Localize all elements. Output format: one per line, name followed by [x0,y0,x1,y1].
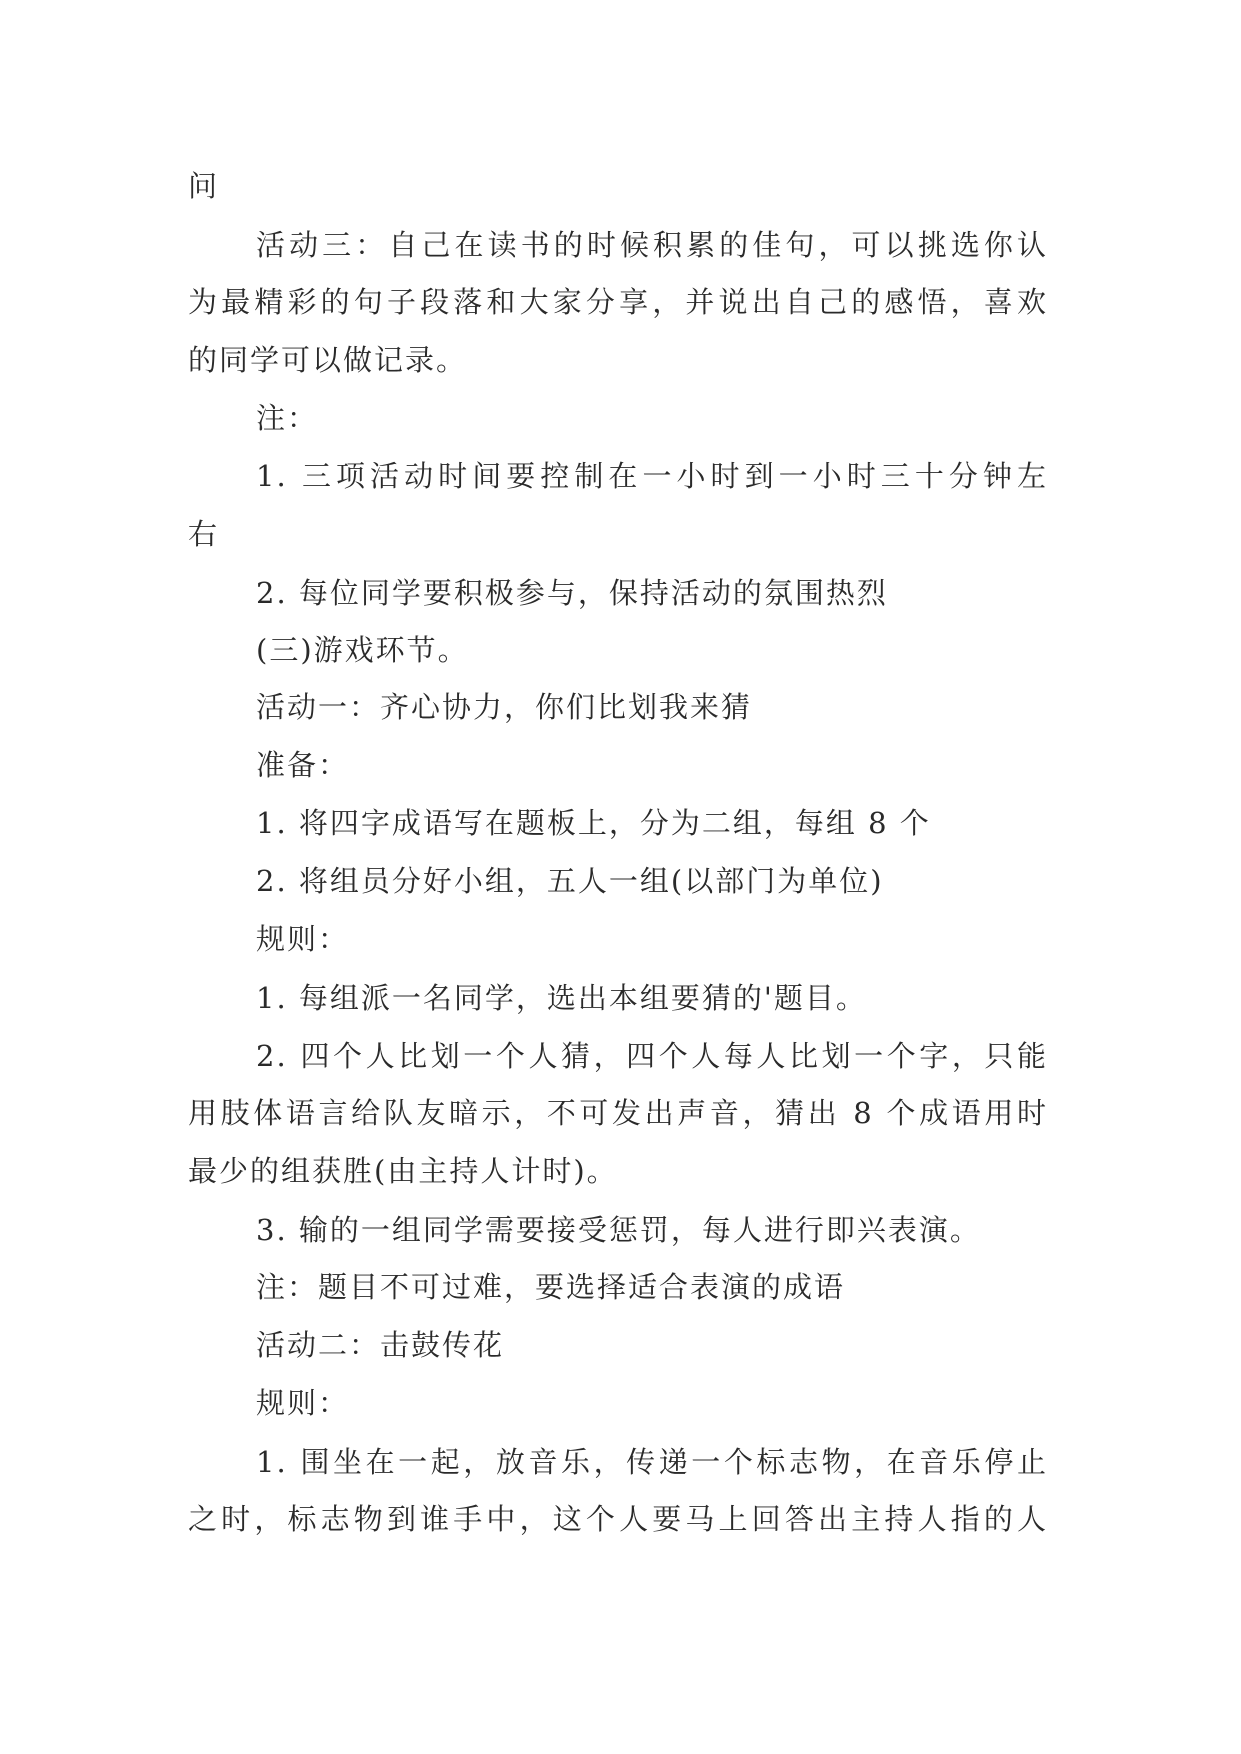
text-line: 2. 每位同学要积极参与，保持活动的氛围热烈 [256,576,888,610]
text-line: 为最精彩的句子段落和大家分享，并说出自己的感悟，喜欢 [188,285,1048,319]
section-heading: (三)游戏环节。 [256,633,469,667]
text-line: 活动三：自己在读书的时候积累的佳句，可以挑选你认 [256,228,1048,262]
text-line: 右 [188,517,220,551]
text-line: 2. 四个人比划一个人猜，四个人每人比划一个字，只能 [256,1039,1048,1073]
text-line: 最少的组获胜(由主持人计时)。 [188,1154,618,1188]
text-line: 活动二：击鼓传花 [256,1328,505,1362]
text-line: 活动一：齐心协力，你们比划我来猜 [256,690,753,724]
text-line: 1. 三项活动时间要控制在一小时到一小时三十分钟左 [256,459,1048,493]
text-line: 1. 围坐在一起，放音乐，传递一个标志物，在音乐停止 [256,1445,1048,1479]
text-line: 规则： [256,922,350,956]
text-line: 之时，标志物到谁手中，这个人要马上回答出主持人指的人 [188,1502,1048,1536]
text-line: 准备： [256,748,350,782]
text-line: 1. 将四字成语写在题板上，分为二组，每组 8 个 [256,806,931,840]
text-line: 问 [188,169,220,203]
text-line: 3. 输的一组同学需要接受惩罚，每人进行即兴表演。 [256,1213,981,1247]
text-line: 用肢体语言给队友暗示，不可发出声音，猜出 8 个成语用时 [188,1096,1048,1130]
text-line: 注： [256,401,319,435]
text-line: 2. 将组员分好小组，五人一组(以部门为单位) [256,864,884,898]
text-line: 规则： [256,1386,350,1420]
text-line: 的同学可以做记录。 [188,343,468,377]
text-line: 注：题目不可过难，要选择适合表演的成语 [256,1270,846,1304]
text-line: 1. 每组派一名同学，选出本组要猜的'题目。 [256,981,867,1015]
